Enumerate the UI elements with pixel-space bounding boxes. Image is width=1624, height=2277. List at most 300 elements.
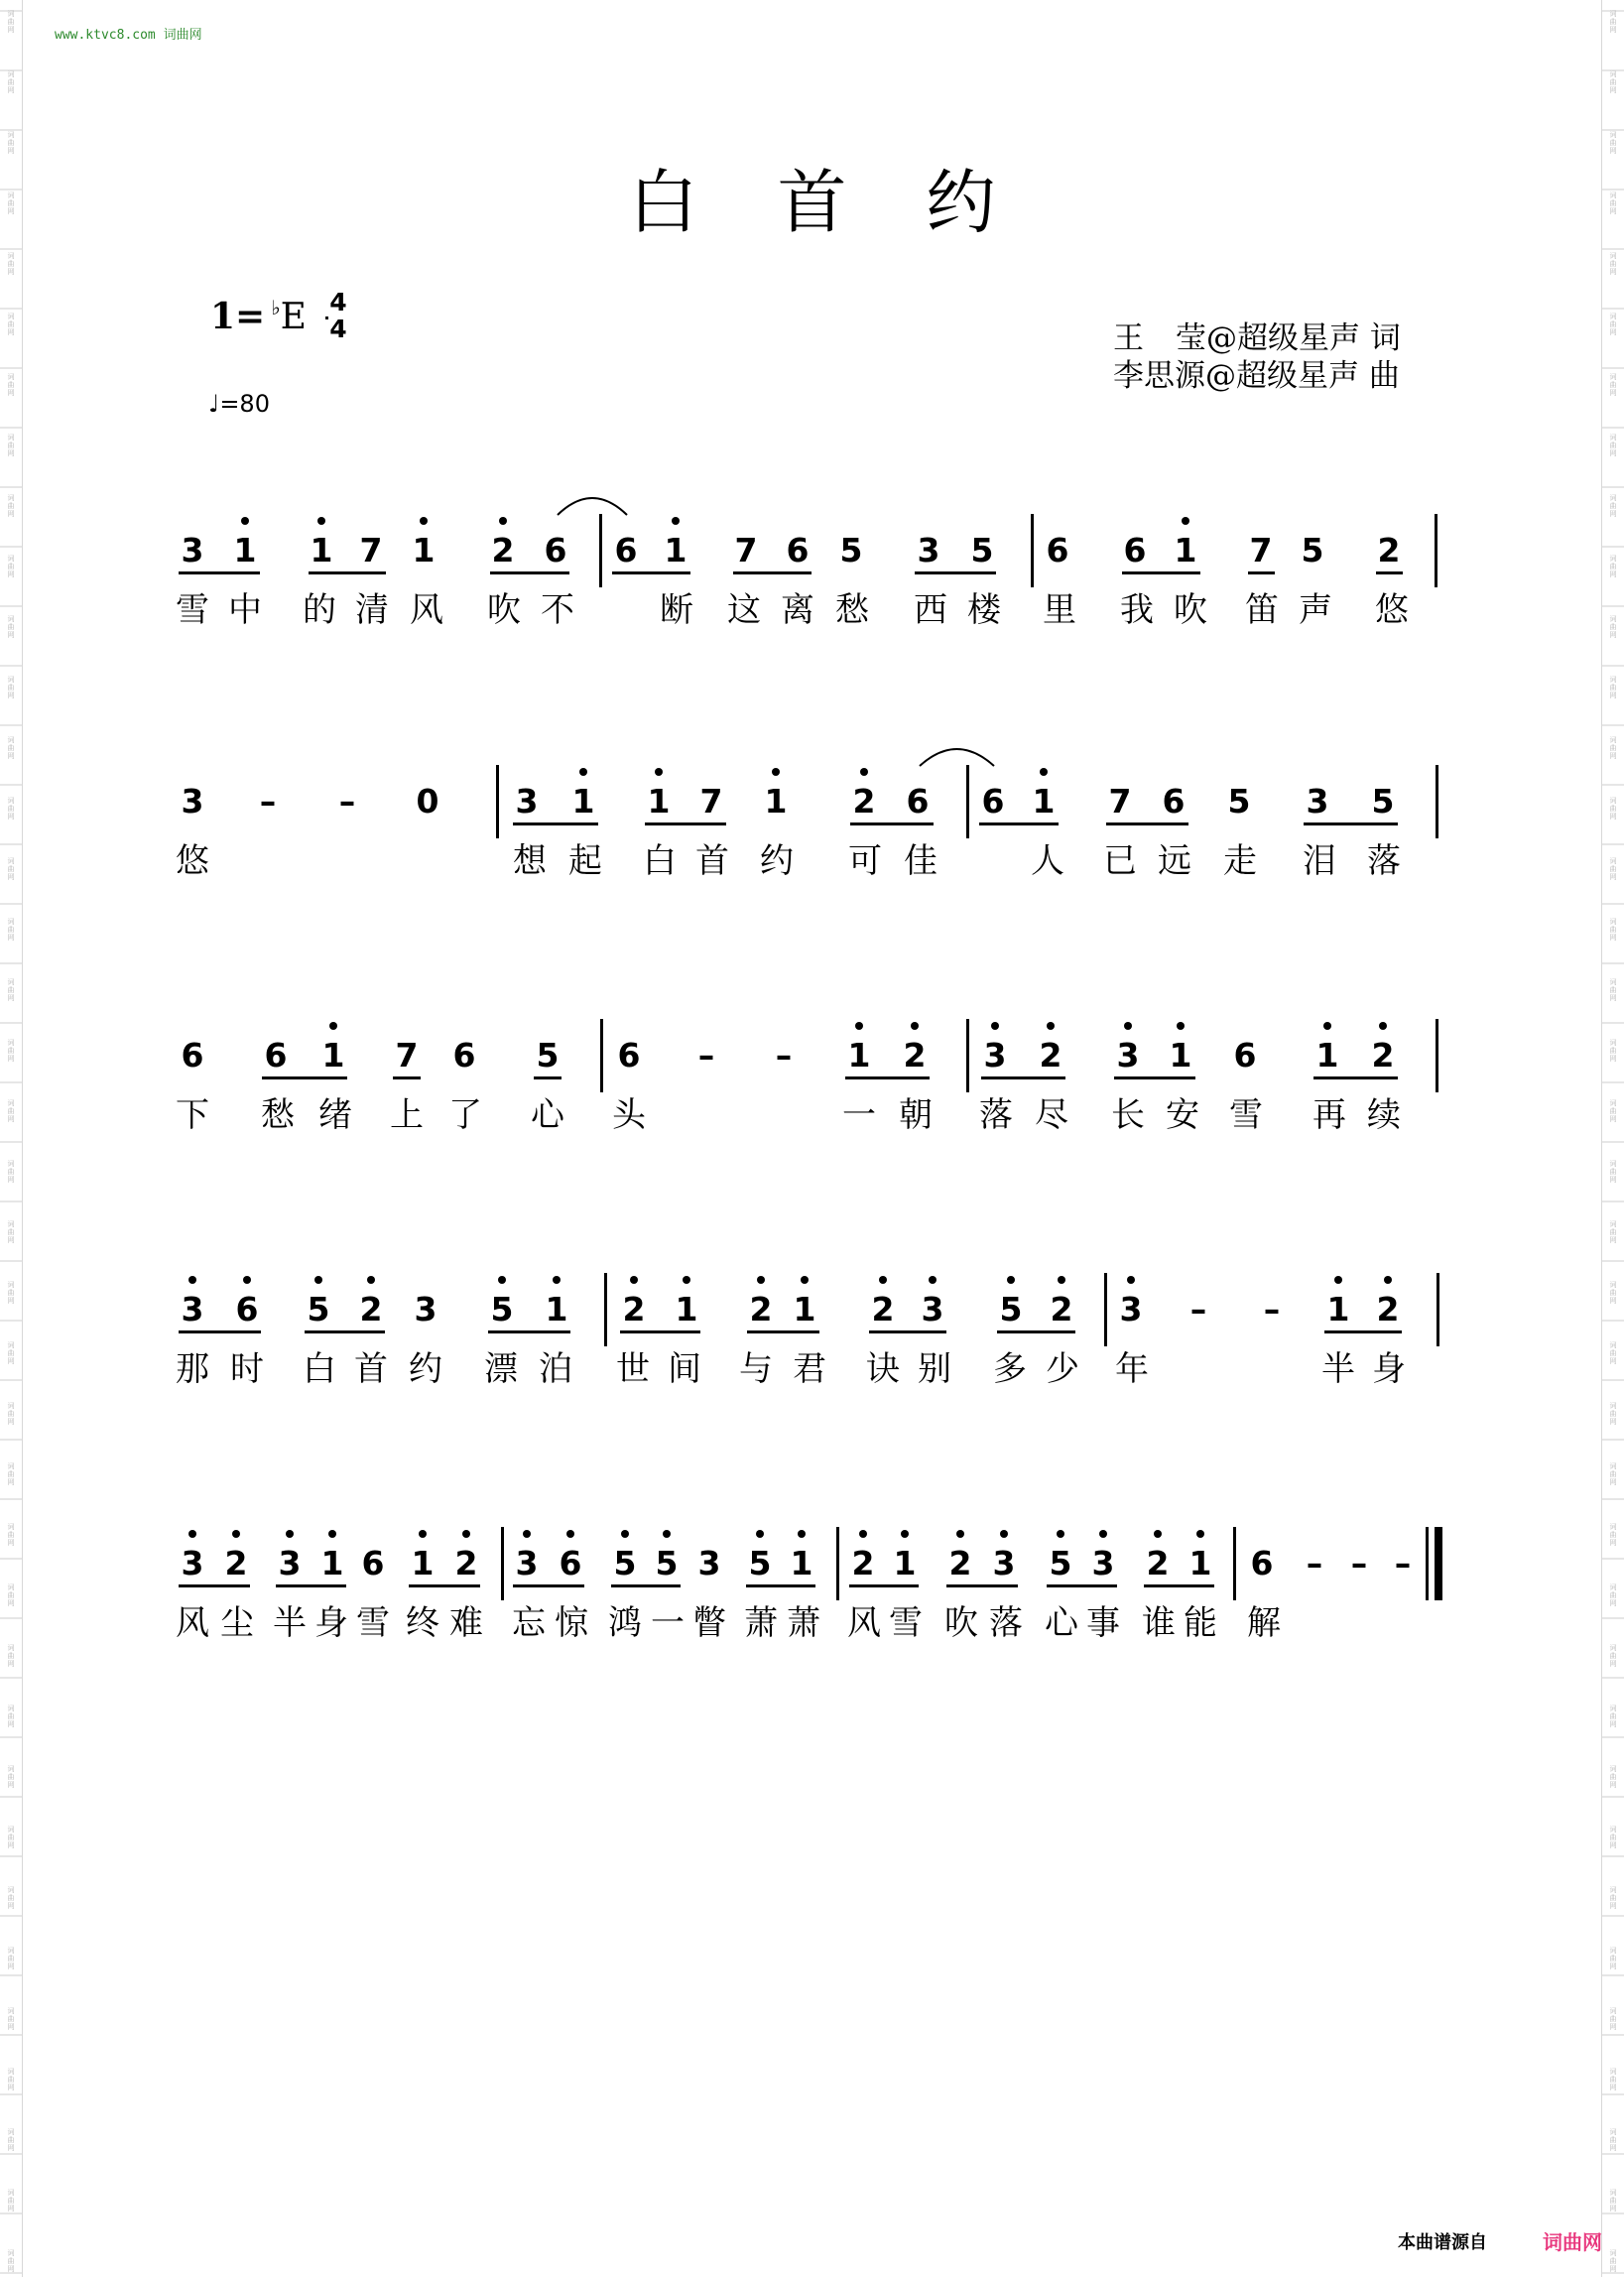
note: 1 <box>675 1290 698 1328</box>
lyric-char: 下 <box>176 1095 209 1135</box>
side-watermark: 词 曲 网 <box>7 797 15 821</box>
note: 7 <box>395 1036 419 1075</box>
lyric-char: 雪 <box>1229 1095 1263 1135</box>
side-watermark: 词 曲 网 <box>7 857 15 881</box>
lyricist-credit: 王 莹@超级星声 词 <box>1113 320 1401 356</box>
note: – <box>775 1036 793 1075</box>
side-watermark: 词 曲 网 <box>7 494 15 518</box>
side-watermark: 词 曲 网 <box>1609 978 1617 1002</box>
beam-underline <box>845 1076 930 1079</box>
note: 5 <box>613 1544 637 1582</box>
side-watermark: 词 曲 网 <box>1609 1523 1617 1547</box>
lyric-char: 楼 <box>967 590 1001 630</box>
side-watermark: 词 曲 网 <box>1609 797 1617 821</box>
side-watermark: 词 曲 网 <box>1609 2007 1617 2031</box>
side-watermark: 词 曲 网 <box>1609 1281 1617 1305</box>
note: 2 <box>454 1544 478 1582</box>
credits <box>1113 319 1401 395</box>
lyric-char: 一 <box>651 1603 685 1643</box>
lyric-char: 愁 <box>261 1095 295 1135</box>
octave-dot <box>1177 1022 1185 1030</box>
beam-underline <box>513 1584 584 1587</box>
lyric-char: 别 <box>918 1349 951 1389</box>
note: 5 <box>1301 531 1324 569</box>
note: 3 <box>515 1544 539 1582</box>
note: 3 <box>181 1544 204 1582</box>
octave-dot <box>901 1530 909 1538</box>
side-watermark: 词 曲 网 <box>1609 1341 1617 1365</box>
lyric-char: 能 <box>1184 1603 1217 1643</box>
lyric-char: 萧 <box>787 1603 820 1643</box>
side-watermark: 词 曲 网 <box>1609 555 1617 578</box>
side-watermark: 词 曲 网 <box>1609 2189 1617 2213</box>
lyric-char: 诀 <box>866 1349 900 1389</box>
lyric-char: 我 <box>1120 590 1154 630</box>
octave-dot <box>232 1530 240 1538</box>
octave-dot <box>523 1530 531 1538</box>
note: 1 <box>847 1036 871 1075</box>
key-signature <box>210 296 307 337</box>
lyric-char: 半 <box>1321 1349 1355 1389</box>
beam-underline <box>997 1330 1075 1333</box>
lyric-char: 长 <box>1111 1095 1145 1135</box>
octave-dot <box>1182 517 1189 525</box>
bar-line <box>1426 1527 1429 1600</box>
lyric-char: 风 <box>410 590 443 630</box>
note: 7 <box>734 531 758 569</box>
note: 3 <box>1306 782 1329 821</box>
key-prefix: 1= <box>210 296 266 337</box>
beam-underline <box>1122 571 1200 574</box>
note: 6 <box>361 1544 385 1582</box>
octave-dot <box>1124 1022 1132 1030</box>
note: 1 <box>647 782 671 821</box>
bar-line <box>1233 1527 1236 1600</box>
side-watermark: 词 曲 网 <box>1609 1826 1617 1849</box>
lyric-char: 悠 <box>1375 590 1409 630</box>
lyric-char: 吹 <box>1174 590 1207 630</box>
lyric-char: 再 <box>1312 1095 1346 1135</box>
note: 2 <box>948 1544 972 1582</box>
octave-dot <box>991 1022 999 1030</box>
beam-underline <box>179 1330 261 1333</box>
beam-underline <box>409 1584 480 1587</box>
note: 7 <box>1249 531 1273 569</box>
lyric-char: 离 <box>781 590 814 630</box>
note: 3 <box>697 1544 721 1582</box>
time-signature <box>325 289 351 342</box>
lyric-char: 多 <box>993 1349 1027 1389</box>
octave-dot <box>756 1530 764 1538</box>
note: 1 <box>233 531 257 569</box>
beam-underline <box>262 1076 347 1079</box>
side-watermark: 词 曲 网 <box>1609 1765 1617 1789</box>
octave-dot <box>462 1530 470 1538</box>
beam-underline <box>490 571 569 574</box>
footer-logo[interactable]: 词曲网 <box>1543 2230 1602 2254</box>
lyric-char: 风 <box>847 1603 881 1643</box>
lyric-char: 身 <box>314 1603 348 1643</box>
tie-curve <box>920 749 994 766</box>
octave-dot <box>328 1530 336 1538</box>
note: – <box>1306 1544 1323 1582</box>
note: 7 <box>699 782 723 821</box>
octave-dot <box>286 1530 294 1538</box>
beam-underline <box>850 822 934 825</box>
note: 6 <box>617 1036 641 1075</box>
lyric-char: 愁 <box>835 590 869 630</box>
lyric-char: 想 <box>513 841 547 881</box>
bar-line <box>966 765 969 838</box>
beam-underline <box>488 1330 570 1333</box>
octave-dot <box>655 768 663 776</box>
note: 3 <box>181 782 204 821</box>
octave-dot <box>929 1276 937 1284</box>
side-watermark: 词 曲 网 <box>1609 1220 1617 1244</box>
note: 3 <box>921 1290 944 1328</box>
lyric-char: 声 <box>1299 590 1332 630</box>
lyric-char: 可 <box>848 841 882 881</box>
octave-dot <box>1047 1022 1055 1030</box>
beam-underline <box>1106 822 1188 825</box>
beam-underline <box>393 1076 421 1079</box>
note: 6 <box>452 1036 476 1075</box>
lyric-char: 难 <box>449 1603 483 1643</box>
side-watermark: 词 曲 网 <box>7 1099 15 1123</box>
bar-line <box>604 1273 607 1346</box>
side-watermark: 词 曲 网 <box>7 1281 15 1305</box>
side-watermark: 词 曲 网 <box>7 978 15 1002</box>
note: 1 <box>320 1544 344 1582</box>
lyric-char: 中 <box>228 590 262 630</box>
octave-dot <box>188 1530 196 1538</box>
note: 5 <box>839 531 863 569</box>
side-watermark: 词 曲 网 <box>7 1220 15 1244</box>
lyric-char: 这 <box>727 590 761 630</box>
lyric-char: 心 <box>531 1095 564 1135</box>
note: 1 <box>790 1544 813 1582</box>
note: 2 <box>1371 1036 1395 1075</box>
lyric-char: 事 <box>1086 1603 1120 1643</box>
lyric-char: 终 <box>406 1603 439 1643</box>
note: 2 <box>903 1036 927 1075</box>
octave-dot <box>1323 1022 1331 1030</box>
octave-dot <box>757 1276 765 1284</box>
note: 1 <box>545 1290 568 1328</box>
note: 5 <box>999 1290 1023 1328</box>
note: 1 <box>1169 1036 1192 1075</box>
side-watermark: 词 曲 网 <box>1609 252 1617 276</box>
side-watermark: 词 曲 网 <box>1609 131 1617 155</box>
bar-line <box>599 514 602 587</box>
lyric-char: 雪 <box>889 1603 923 1643</box>
lyric-char: 落 <box>979 1095 1013 1135</box>
lyric-char: 悠 <box>176 841 209 881</box>
beam-underline <box>534 1076 562 1079</box>
octave-dot <box>1000 1530 1008 1538</box>
lyric-char: 约 <box>760 841 794 881</box>
side-watermark: 词 曲 网 <box>7 1160 15 1184</box>
lyric-char: 萧 <box>744 1603 778 1643</box>
time-bottom: 4 <box>329 315 347 343</box>
octave-dot <box>420 517 428 525</box>
side-watermark: 词 曲 网 <box>7 918 15 942</box>
side-watermark: 词 曲 网 <box>7 1947 15 1970</box>
lyric-char: 心 <box>1045 1603 1078 1643</box>
beam-underline <box>620 1330 700 1333</box>
lyric-char: 雪 <box>176 590 209 630</box>
note: 6 <box>235 1290 259 1328</box>
side-watermark: 词 曲 网 <box>7 1886 15 1910</box>
note: 5 <box>536 1036 560 1075</box>
side-watermark: 词 曲 网 <box>1609 736 1617 760</box>
note: 1 <box>764 782 788 821</box>
note: 1 <box>412 531 436 569</box>
note: 5 <box>748 1544 772 1582</box>
note: 5 <box>307 1290 330 1328</box>
side-watermark: 词 曲 网 <box>1609 1644 1617 1668</box>
lyric-char: 少 <box>1046 1349 1079 1389</box>
lyric-char: 起 <box>568 841 602 881</box>
lyric-char: 清 <box>355 590 389 630</box>
beam-underline <box>179 571 260 574</box>
bar-line <box>966 1019 969 1092</box>
note: 1 <box>1315 1036 1339 1075</box>
beam-underline <box>309 571 386 574</box>
note: – <box>338 782 356 821</box>
lyric-char: 忘 <box>512 1603 546 1643</box>
octave-dot <box>329 1022 337 1030</box>
lyric-char: 绪 <box>318 1095 352 1135</box>
octave-dot <box>1007 1276 1015 1284</box>
bar-line <box>496 765 499 838</box>
lyric-char: 间 <box>668 1349 701 1389</box>
side-watermark: 词 曲 网 <box>7 1583 15 1607</box>
note: – <box>1189 1290 1207 1328</box>
octave-dot <box>367 1276 375 1284</box>
note: – <box>1263 1290 1281 1328</box>
note: 2 <box>1039 1036 1062 1075</box>
octave-dot <box>859 1530 867 1538</box>
note: 6 <box>1250 1544 1274 1582</box>
lyric-char: 一 <box>842 1095 876 1135</box>
note: 1 <box>310 531 333 569</box>
note: – <box>259 782 277 821</box>
note: 3 <box>1091 1544 1115 1582</box>
note: 2 <box>359 1290 383 1328</box>
lyric-char: 雪 <box>356 1603 390 1643</box>
beam-underline <box>746 1584 815 1587</box>
beam-underline <box>645 822 726 825</box>
note: 0 <box>416 782 439 821</box>
note: 3 <box>983 1036 1007 1075</box>
lyric-char: 惊 <box>555 1603 588 1643</box>
lyric-char: 君 <box>793 1349 826 1389</box>
octave-dot <box>566 1530 574 1538</box>
note: 7 <box>1108 782 1132 821</box>
note: 5 <box>970 531 994 569</box>
note: 2 <box>1146 1544 1170 1582</box>
side-watermark: 词 曲 网 <box>1609 2249 1617 2273</box>
note: 5 <box>1371 782 1395 821</box>
octave-dot <box>672 517 680 525</box>
lyric-char: 笛 <box>1245 590 1279 630</box>
lyric-char: 瞥 <box>692 1603 726 1643</box>
beam-underline <box>513 822 598 825</box>
time-divider <box>325 316 328 319</box>
side-watermark: 词 曲 网 <box>1609 1039 1617 1063</box>
note: 1 <box>1188 1544 1212 1582</box>
flat-sign: ♭ <box>271 296 281 319</box>
beam-underline <box>611 1584 681 1587</box>
note: 6 <box>786 531 810 569</box>
note: 1 <box>893 1544 917 1582</box>
lyric-char: 落 <box>1367 841 1401 881</box>
lyric-char: 走 <box>1223 841 1257 881</box>
side-watermark: 词 曲 网 <box>1609 1705 1617 1728</box>
lyric-char: 西 <box>914 590 947 630</box>
octave-dot <box>1099 1530 1107 1538</box>
side-watermark: 词 曲 网 <box>7 434 15 457</box>
composer-credit: 李思源@超级星声 曲 <box>1113 358 1400 394</box>
right-watermark-strip <box>1601 0 1624 2277</box>
tempo-mark: ♩=80 <box>208 390 270 418</box>
note: 3 <box>1119 1290 1143 1328</box>
lyric-char: 白 <box>643 841 677 881</box>
octave-dot <box>663 1530 671 1538</box>
octave-dot <box>855 1022 863 1030</box>
side-watermark: 词 曲 网 <box>7 1765 15 1789</box>
lyric-char: 年 <box>1115 1349 1149 1389</box>
side-watermark: 词 曲 网 <box>7 252 15 276</box>
lyric-char: 安 <box>1166 1095 1199 1135</box>
octave-dot <box>243 1276 251 1284</box>
octave-dot <box>498 1276 506 1284</box>
octave-dot <box>772 768 780 776</box>
octave-dot <box>1154 1530 1162 1538</box>
note: 6 <box>181 1036 204 1075</box>
lyric-char: 约 <box>409 1349 442 1389</box>
note: 6 <box>614 531 638 569</box>
beam-underline <box>733 571 812 574</box>
lyric-char: 远 <box>1158 841 1191 881</box>
lyric-char: 首 <box>354 1349 388 1389</box>
lyric-char: 吹 <box>487 590 521 630</box>
octave-dot <box>317 517 325 525</box>
bar-line <box>1436 1019 1438 1092</box>
beam-underline <box>179 1584 250 1587</box>
lyric-char: 风 <box>176 1603 209 1643</box>
octave-dot <box>1196 1530 1204 1538</box>
note: 1 <box>793 1290 816 1328</box>
octave-dot <box>621 1530 629 1538</box>
side-watermark: 词 曲 网 <box>1609 676 1617 699</box>
side-watermark: 词 曲 网 <box>1609 1886 1617 1910</box>
tie-slur <box>553 489 632 519</box>
lyric-char: 不 <box>541 590 574 630</box>
side-watermark: 词 曲 网 <box>7 2189 15 2213</box>
lyric-char: 佳 <box>904 841 937 881</box>
lyric-char: 尘 <box>220 1603 254 1643</box>
side-watermark: 词 曲 网 <box>7 615 15 639</box>
left-watermark-strip <box>0 0 23 2277</box>
bar-line <box>1031 514 1034 587</box>
lyric-char: 续 <box>1367 1095 1401 1135</box>
note: 3 <box>992 1544 1016 1582</box>
octave-dot <box>1334 1276 1342 1284</box>
note: 7 <box>359 531 383 569</box>
side-watermark: 词 曲 网 <box>1609 615 1617 639</box>
note: 6 <box>559 1544 582 1582</box>
octave-dot <box>1379 1022 1387 1030</box>
bar-line <box>1104 1273 1107 1346</box>
octave-dot <box>1127 1276 1135 1284</box>
beam-underline <box>1047 1584 1117 1587</box>
note: – <box>1394 1544 1412 1582</box>
lyric-char: 时 <box>230 1349 264 1389</box>
footer-source-label: 本曲谱源自 <box>1398 2232 1487 2253</box>
lyric-char: 已 <box>1103 841 1137 881</box>
octave-dot <box>956 1530 964 1538</box>
side-watermark: 词 曲 网 <box>1609 191 1617 215</box>
note: 1 <box>571 782 595 821</box>
octave-dot <box>860 768 868 776</box>
side-watermark: 词 曲 网 <box>7 373 15 397</box>
tie-slur <box>915 740 999 770</box>
note: 2 <box>852 782 876 821</box>
note: 3 <box>181 1290 204 1328</box>
lyric-char: 断 <box>660 590 693 630</box>
lyric-char: 泊 <box>539 1349 572 1389</box>
side-watermark: 词 曲 网 <box>7 1523 15 1547</box>
note: 2 <box>851 1544 875 1582</box>
side-watermark: 词 曲 网 <box>7 2068 15 2091</box>
octave-dot <box>630 1276 638 1284</box>
side-watermark: 词 曲 网 <box>7 2007 15 2031</box>
lyric-char: 吹 <box>944 1603 978 1643</box>
octave-dot <box>579 768 587 776</box>
bar-line <box>501 1527 504 1600</box>
beam-underline <box>1324 1330 1402 1333</box>
note: 2 <box>749 1290 773 1328</box>
side-watermark: 词 曲 网 <box>7 1826 15 1849</box>
note: 2 <box>871 1290 895 1328</box>
note: 1 <box>1032 782 1056 821</box>
beam-underline <box>946 1584 1018 1587</box>
note: 2 <box>622 1290 646 1328</box>
side-watermark: 词 曲 网 <box>1609 313 1617 336</box>
bar-line <box>1435 514 1437 587</box>
final-bar-line <box>1435 1527 1442 1600</box>
time-top: 4 <box>329 288 347 316</box>
octave-dot <box>683 1276 690 1284</box>
beam-underline <box>1114 1076 1195 1079</box>
side-watermark: 词 曲 网 <box>7 1039 15 1063</box>
side-watermark: 词 曲 网 <box>7 1462 15 1486</box>
lyric-char: 尽 <box>1035 1095 1068 1135</box>
site-url[interactable]: www.ktvc8.com 词曲网 <box>55 28 202 43</box>
octave-dot <box>1057 1530 1064 1538</box>
beam-underline <box>1304 822 1398 825</box>
side-watermark: 词 曲 网 <box>1609 1462 1617 1486</box>
note: 6 <box>1046 531 1069 569</box>
note: 6 <box>981 782 1005 821</box>
beam-underline <box>276 1584 346 1587</box>
note: 5 <box>1227 782 1251 821</box>
note: 1 <box>664 531 687 569</box>
side-watermark: 词 曲 网 <box>1609 1099 1617 1123</box>
note: 1 <box>1174 531 1197 569</box>
